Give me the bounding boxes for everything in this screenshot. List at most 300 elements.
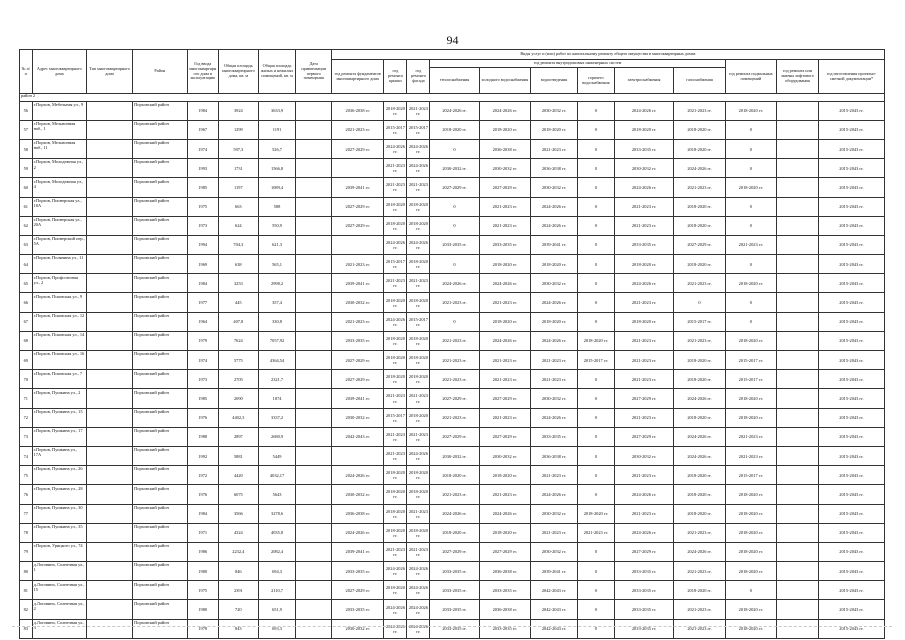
- row-foundation: 2030-2032 гг.: [332, 485, 384, 504]
- row-cold-water: 2024-2026 гг.: [479, 331, 530, 350]
- row-address: г.Порхов, Пионерский пер., 5А: [32, 235, 86, 254]
- row-gas: 2024-2026 гг.: [674, 542, 725, 561]
- row-cold-water: 2018-2020 гг.: [479, 120, 530, 139]
- row-cold-water: 2021-2023 гг.: [479, 408, 530, 427]
- row-privatization: [296, 370, 332, 389]
- row-basement: 2018-2020 гг.: [725, 562, 776, 581]
- row-type: [87, 351, 133, 370]
- row-district: Порховский район: [133, 235, 187, 254]
- row-foundation: 2039-2041 гг.: [332, 542, 384, 561]
- table-row: [20, 216, 885, 235]
- row-type: [87, 581, 133, 600]
- row-total-area: 3253: [218, 274, 258, 293]
- row-year: 1994: [187, 235, 218, 254]
- row-type: [87, 274, 133, 293]
- row-address: г.Порхов, Профсоюзная ул., 2: [32, 274, 86, 293]
- row-gas: 2018-2020 гг.: [674, 139, 725, 158]
- row-year: 1972: [187, 466, 218, 485]
- row-heat: 2030-2032 гг.: [430, 159, 479, 178]
- row-privatization: [296, 389, 332, 408]
- row-sewer: 2039-2041 гг.: [530, 235, 577, 254]
- row-design: 2015-2043 гг.: [818, 370, 884, 389]
- row-foundation: [332, 446, 384, 465]
- row-num: 61: [20, 197, 33, 216]
- header-hot-water: горячего водоснабжения: [578, 68, 615, 94]
- row-sewer: 2042-2043 гг.: [530, 600, 577, 619]
- row-gas: 2018-2020 гг.: [674, 581, 725, 600]
- row-electric: 2018-2020 гг.: [614, 120, 674, 139]
- row-living-area: 4364,54: [258, 351, 296, 370]
- row-hot-water: 0: [578, 197, 615, 216]
- row-hot-water: 0: [578, 485, 615, 504]
- table-row: [20, 542, 885, 561]
- row-hot-water: 0: [578, 101, 615, 120]
- header-gas: газоснабжения: [674, 68, 725, 94]
- row-num: 64: [20, 255, 33, 274]
- row-sewer: 2024-2026 гг.: [530, 293, 577, 312]
- row-address: г.Порхов, Полянина ул., 11: [32, 255, 86, 274]
- row-address: г.Порхов, Мебельная ул., 9: [32, 101, 86, 120]
- row-total-area: 638: [218, 255, 258, 274]
- row-living-area: 2321,7: [258, 370, 296, 389]
- row-facade: 2018-2020 гг.: [407, 351, 430, 370]
- row-sewer: 2036-2038 гг.: [530, 446, 577, 465]
- row-total-area: 1197: [218, 178, 258, 197]
- row-num: 63: [20, 235, 33, 254]
- row-num: 68: [20, 331, 33, 350]
- row-address: г.Порхов, Псковская ул., 9: [32, 293, 86, 312]
- row-hot-water: 0: [578, 274, 615, 293]
- header-num: № п/п: [20, 50, 33, 94]
- row-year: 1984: [187, 274, 218, 293]
- row-basement: 2018-2020 гг.: [725, 619, 776, 638]
- row-privatization: [296, 581, 332, 600]
- row-lift: [777, 389, 819, 408]
- row-hot-water: 2015-2017 гг.: [578, 351, 615, 370]
- row-gas: 2027-2029 гг.: [674, 235, 725, 254]
- row-privatization: [296, 600, 332, 619]
- table-row: [20, 485, 885, 504]
- row-cold-water: 2021-2023 гг.: [479, 216, 530, 235]
- row-gas: 2024-2026 гг.: [674, 446, 725, 465]
- row-living-area: 2680,9: [258, 427, 296, 446]
- row-sewer: 2018-2020 гг.: [530, 255, 577, 274]
- row-electric: 2021-2023 гг.: [614, 331, 674, 350]
- row-living-area: 3337,2: [258, 408, 296, 427]
- row-heat: 2033-2035 гг.: [430, 235, 479, 254]
- row-electric: 2033-2035 гг.: [614, 235, 674, 254]
- row-gas: 2018-2020 гг.: [674, 466, 725, 485]
- row-gas: 2021-2023 гг.: [674, 523, 725, 542]
- row-design: 2015-2043 гг.: [818, 312, 884, 331]
- row-facade: 2024-2026 гг.: [407, 139, 430, 158]
- row-foundation: 2021-2023 гг.: [332, 120, 384, 139]
- row-privatization: [296, 101, 332, 120]
- row-facade: 2018-2020 гг.: [407, 255, 430, 274]
- row-address: г.Порхов, Мельничная наб., 1: [32, 120, 86, 139]
- row-year: 1977: [187, 293, 218, 312]
- table-row: [20, 581, 885, 600]
- row-sewer: 2030-2032 гг.: [530, 542, 577, 561]
- row-year: 1969: [187, 255, 218, 274]
- row-basement: 2015-2017 гг.: [725, 351, 776, 370]
- row-type: [87, 331, 133, 350]
- header-electric: электроснабжения: [614, 68, 674, 94]
- row-num: 74: [20, 446, 33, 465]
- row-year: 1986: [187, 542, 218, 561]
- row-lift: [777, 619, 819, 638]
- row-lift: [777, 312, 819, 331]
- row-cold-water: 2027-2029 гг.: [479, 542, 530, 561]
- table-row: [20, 408, 885, 427]
- row-foundation: 2033-2035 гг.: [332, 331, 384, 350]
- row-living-area: 357,4: [258, 293, 296, 312]
- row-electric: 2033-2035 гг.: [614, 619, 674, 638]
- row-hot-water: 0: [578, 619, 615, 638]
- header-year: Год ввода многоквартирного дома в эксплуатацию: [187, 50, 218, 94]
- row-type: [87, 389, 133, 408]
- row-design: 2015-2043 гг.: [818, 216, 884, 235]
- row-electric: 2021-2023 гг.: [614, 466, 674, 485]
- row-design: 2015-2043 гг.: [818, 139, 884, 158]
- row-heat: 2018-2020 гг.: [430, 523, 479, 542]
- row-privatization: [296, 312, 332, 331]
- row-foundation: 2042-2043 гг.: [332, 427, 384, 446]
- row-living-area: 621,3: [258, 235, 296, 254]
- row-hot-water: 0: [578, 235, 615, 254]
- row-roof: 2024-2026 гг.: [384, 619, 407, 638]
- row-facade: 2015-2017 гг.: [407, 120, 430, 139]
- row-total-area: 663: [218, 197, 258, 216]
- row-privatization: [296, 331, 332, 350]
- row-gas: 2018-2020 гг.: [674, 255, 725, 274]
- row-num: 71: [20, 389, 33, 408]
- row-electric: 2021-2023 гг.: [614, 504, 674, 523]
- row-type: [87, 312, 133, 331]
- table-row: [20, 619, 885, 638]
- table-row: [20, 446, 885, 465]
- row-heat: 2021-2023 гг.: [430, 351, 479, 370]
- row-foundation: 2030-2032 гг.: [332, 293, 384, 312]
- table-row: [20, 370, 885, 389]
- row-total-area: 3566: [218, 504, 258, 523]
- row-lift: [777, 370, 819, 389]
- header-privatization: Дата приватизации первого помещения: [296, 50, 332, 94]
- table-row: [20, 427, 885, 446]
- row-gas: 2018-2020 гг.: [674, 408, 725, 427]
- row-heat: 2021-2023 гг.: [430, 293, 479, 312]
- row-num: 65: [20, 274, 33, 293]
- row-foundation: 2039-2041 гг.: [332, 389, 384, 408]
- row-address: г.Порхов, Псковская ул., 12: [32, 312, 86, 331]
- row-basement: 2018-2020 гг.: [725, 389, 776, 408]
- row-total-area: 3924: [218, 101, 258, 120]
- row-address: г.Порхов, Пушкина ул., 28: [32, 485, 86, 504]
- row-roof: 2018-2020 гг.: [384, 466, 407, 485]
- row-basement: 2015-2017 гг.: [725, 370, 776, 389]
- row-roof: 2021-2023 гг.: [384, 274, 407, 293]
- row-type: [87, 120, 133, 139]
- row-address: г.Порхов, Молодежная ул., 4: [32, 178, 86, 197]
- row-gas: 2021-2023 гг.: [674, 101, 725, 120]
- row-year: 1964: [187, 312, 218, 331]
- row-basement: 2018-2020 гг.: [725, 600, 776, 619]
- row-living-area: 694,3: [258, 562, 296, 581]
- row-living-area: 1874: [258, 389, 296, 408]
- row-type: [87, 485, 133, 504]
- row-type: [87, 216, 133, 235]
- row-lift: [777, 600, 819, 619]
- row-hot-water: 0: [578, 542, 615, 561]
- row-facade: 2024-2026 гг.: [407, 159, 430, 178]
- row-district: Порховский район: [133, 216, 187, 235]
- row-gas: 2018-2020 гг.: [674, 485, 725, 504]
- row-privatization: [296, 235, 332, 254]
- page-number: 94: [446, 33, 459, 47]
- row-total-area: 846: [218, 562, 258, 581]
- row-heat: 0: [430, 139, 479, 158]
- row-district: Порховский район: [133, 466, 187, 485]
- row-foundation: [332, 235, 384, 254]
- row-district: Порховский район: [133, 581, 187, 600]
- row-lift: [777, 408, 819, 427]
- row-district: Порховский район: [133, 274, 187, 293]
- row-num: 79: [20, 542, 33, 561]
- row-num: 56: [20, 101, 33, 120]
- row-total-area: 1299: [218, 120, 258, 139]
- row-num: 67: [20, 312, 33, 331]
- row-living-area: 1191: [258, 120, 296, 139]
- row-electric: 2027-2029 гг.: [614, 542, 674, 561]
- row-facade: 2024-2026 гг.: [407, 581, 430, 600]
- row-design: 2015-2043 гг.: [818, 466, 884, 485]
- row-basement: 2018-2020 гг.: [725, 523, 776, 542]
- row-hot-water: 0: [578, 120, 615, 139]
- row-privatization: [296, 542, 332, 561]
- row-privatization: [296, 466, 332, 485]
- row-facade: 2018-2020 гг.: [407, 466, 430, 485]
- row-design: 2015-2043 гг.: [818, 331, 884, 350]
- row-num: 75: [20, 466, 33, 485]
- row-roof: 2018-2020 гг.: [384, 370, 407, 389]
- row-living-area: 3633,9: [258, 101, 296, 120]
- row-facade: 2018-2020 гг.: [407, 523, 430, 542]
- row-gas: 2018-2020 гг.: [674, 504, 725, 523]
- row-lift: [777, 101, 819, 120]
- row-electric: 2033-2035 гг.: [614, 562, 674, 581]
- row-cold-water: 2033-2035 гг.: [479, 581, 530, 600]
- row-heat: 2033-2035 гг.: [430, 562, 479, 581]
- row-district: Порховский район: [133, 485, 187, 504]
- row-num: 81: [20, 581, 33, 600]
- row-living-area: 693,3: [258, 619, 296, 638]
- row-cold-water: 2018-2020 гг.: [479, 312, 530, 331]
- row-electric: 2018-2020 гг.: [614, 312, 674, 331]
- row-year: 1976: [187, 408, 218, 427]
- row-design: 2015-2043 гг.: [818, 159, 884, 178]
- row-foundation: 2039-2041 гг.: [332, 178, 384, 197]
- row-total-area: 1731: [218, 159, 258, 178]
- row-total-area: 5881: [218, 446, 258, 465]
- table-row: [20, 197, 885, 216]
- row-foundation: 2030-2032 гг.: [332, 619, 384, 638]
- table-row: [20, 600, 885, 619]
- row-district: Порховский район: [133, 351, 187, 370]
- header-cold-water: холодного водоснабжения: [479, 68, 530, 94]
- row-roof: 2021-2023 гг.: [384, 178, 407, 197]
- table-row: [20, 159, 885, 178]
- header-total-area: Общая площадь многоквартирного дома, кв. м: [218, 50, 258, 94]
- table-row: [20, 255, 885, 274]
- row-privatization: [296, 562, 332, 581]
- row-sewer: 2021-2023 гг.: [530, 139, 577, 158]
- row-foundation: 2027-2029 гг.: [332, 197, 384, 216]
- row-roof: 2021-2023 гг.: [384, 446, 407, 465]
- row-type: [87, 255, 133, 274]
- row-living-area: 550,9: [258, 216, 296, 235]
- row-basement: 0: [725, 120, 776, 139]
- row-facade: 2018-2020 гг.: [407, 370, 430, 389]
- row-num: 62: [20, 216, 33, 235]
- row-total-area: 407,8: [218, 312, 258, 331]
- row-type: [87, 466, 133, 485]
- row-facade: 2018-2020 гг.: [407, 485, 430, 504]
- row-district: Порховский район: [133, 101, 187, 120]
- row-gas: 2021-2023 гг.: [674, 600, 725, 619]
- row-cold-water: 2030-2032 гг.: [479, 446, 530, 465]
- header-works-group: Виды услуг и (или) работ по капитальному ремонту общего имущества в многоквартирных домах: [332, 50, 885, 60]
- row-hot-water: 0: [578, 139, 615, 158]
- row-year: 1988: [187, 427, 218, 446]
- row-heat: 2024-2026 гг.: [430, 101, 479, 120]
- row-num: 83: [20, 619, 33, 638]
- row-district: Порховский район: [133, 312, 187, 331]
- row-address: г.Порхов, Пушкина ул., 17: [32, 427, 86, 446]
- row-living-area: 2110,7: [258, 581, 296, 600]
- row-roof: 2021-2023 гг.: [384, 542, 407, 561]
- row-heat: 2027-2029 гг.: [430, 178, 479, 197]
- row-facade: 2021-2023 гг.: [407, 542, 430, 561]
- row-year: 1980: [187, 562, 218, 581]
- row-design: 2015-2043 гг.: [818, 197, 884, 216]
- header-roof: год ремонта крыши: [384, 60, 407, 94]
- row-privatization: [296, 255, 332, 274]
- row-electric: 2024-2026 гг.: [614, 101, 674, 120]
- row-sewer: 2039-2041 гг.: [530, 562, 577, 581]
- row-heat: 2021-2023 гг.: [430, 370, 479, 389]
- row-electric: 2033-2035 гг.: [614, 600, 674, 619]
- row-facade: 2021-2023 гг.: [407, 274, 430, 293]
- row-foundation: 2021-2023 гг.: [332, 255, 384, 274]
- row-sewer: 2030-2032 гг.: [530, 101, 577, 120]
- row-privatization: [296, 619, 332, 638]
- row-hot-water: 0: [578, 389, 615, 408]
- row-facade: 2018-2020 гг.: [407, 216, 430, 235]
- table-row: [20, 562, 885, 581]
- row-hot-water: 0: [578, 370, 615, 389]
- header-type: Тип многоквартирного дома: [87, 50, 133, 94]
- row-basement: 2018-2020 гг.: [725, 504, 776, 523]
- row-cold-water: 2018-2020 гг.: [479, 255, 530, 274]
- row-foundation: 2027-2029 гг.: [332, 216, 384, 235]
- row-basement: 0: [725, 581, 776, 600]
- row-basement: 0: [725, 159, 776, 178]
- row-electric: 2030-2032 гг.: [614, 446, 674, 465]
- row-design: 2015-2043 гг.: [818, 485, 884, 504]
- row-heat: 2024-2026 гг.: [430, 274, 479, 293]
- row-district: Порховский район: [133, 523, 187, 542]
- row-facade: 2021-2023 гг.: [407, 389, 430, 408]
- row-heat: 0: [430, 255, 479, 274]
- row-foundation: 2039-2041 гг.: [332, 274, 384, 293]
- row-year: 1973: [187, 216, 218, 235]
- row-year: 1975: [187, 197, 218, 216]
- row-hot-water: 0: [578, 581, 615, 600]
- row-living-area: 5449: [258, 446, 296, 465]
- row-district: Порховский район: [133, 120, 187, 139]
- row-basement: 2021-2023 гг.: [725, 427, 776, 446]
- row-lift: [777, 216, 819, 235]
- row-cold-water: 2033-2035 гг.: [479, 619, 530, 638]
- row-num: 69: [20, 351, 33, 370]
- table-row: [20, 312, 885, 331]
- row-hot-water: 0: [578, 427, 615, 446]
- row-address: д.Логовино, Солнечная ул., 1: [32, 562, 86, 581]
- row-year: 1984: [187, 101, 218, 120]
- row-privatization: [296, 523, 332, 542]
- row-year: 1971: [187, 523, 218, 542]
- row-gas: 2018-2020 гг.: [674, 120, 725, 139]
- row-year: 1993: [187, 159, 218, 178]
- row-cold-water: 2027-2029 гг.: [479, 389, 530, 408]
- row-heat: 0: [430, 216, 479, 235]
- row-sewer: 2024-2026 гг.: [530, 197, 577, 216]
- row-lift: [777, 255, 819, 274]
- row-roof: 2024-2026 гг.: [384, 600, 407, 619]
- row-foundation: [332, 159, 384, 178]
- row-num: 80: [20, 562, 33, 581]
- row-hot-water: 0: [578, 600, 615, 619]
- row-gas: 2018-2020 гг.: [674, 351, 725, 370]
- row-hot-water: 0: [578, 178, 615, 197]
- row-heat: 0: [430, 312, 479, 331]
- row-total-area: 624: [218, 216, 258, 235]
- row-lift: [777, 523, 819, 542]
- header-heat: теплоснабжения: [430, 68, 479, 94]
- row-cold-water: 2036-2038 гг.: [479, 562, 530, 581]
- row-living-area: 3278,6: [258, 504, 296, 523]
- row-electric: 2021-2023 гг.: [614, 351, 674, 370]
- row-address: г.Порхов, Псковская ул., 14: [32, 331, 86, 350]
- row-design: 2015-2043 гг.: [818, 389, 884, 408]
- table-row: [20, 178, 885, 197]
- row-address: г.Порхов, Мельничная наб., 11: [32, 139, 86, 158]
- row-lift: [777, 504, 819, 523]
- row-electric: 2024-2026 гг.: [614, 274, 674, 293]
- row-sewer: 2024-2026 гг.: [530, 331, 577, 350]
- row-privatization: [296, 216, 332, 235]
- row-year: 1974: [187, 139, 218, 158]
- table-row: [20, 351, 885, 370]
- row-roof: 2024-2026 гг.: [384, 139, 407, 158]
- row-facade: 2018-2020 гг.: [407, 197, 430, 216]
- row-year: 1975: [187, 581, 218, 600]
- row-basement: 2021-2023 гг.: [725, 235, 776, 254]
- row-design: 2015-2043 гг.: [818, 542, 884, 561]
- row-sewer: 2033-2035 гг.: [530, 427, 577, 446]
- row-type: [87, 446, 133, 465]
- row-total-area: 4324: [218, 523, 258, 542]
